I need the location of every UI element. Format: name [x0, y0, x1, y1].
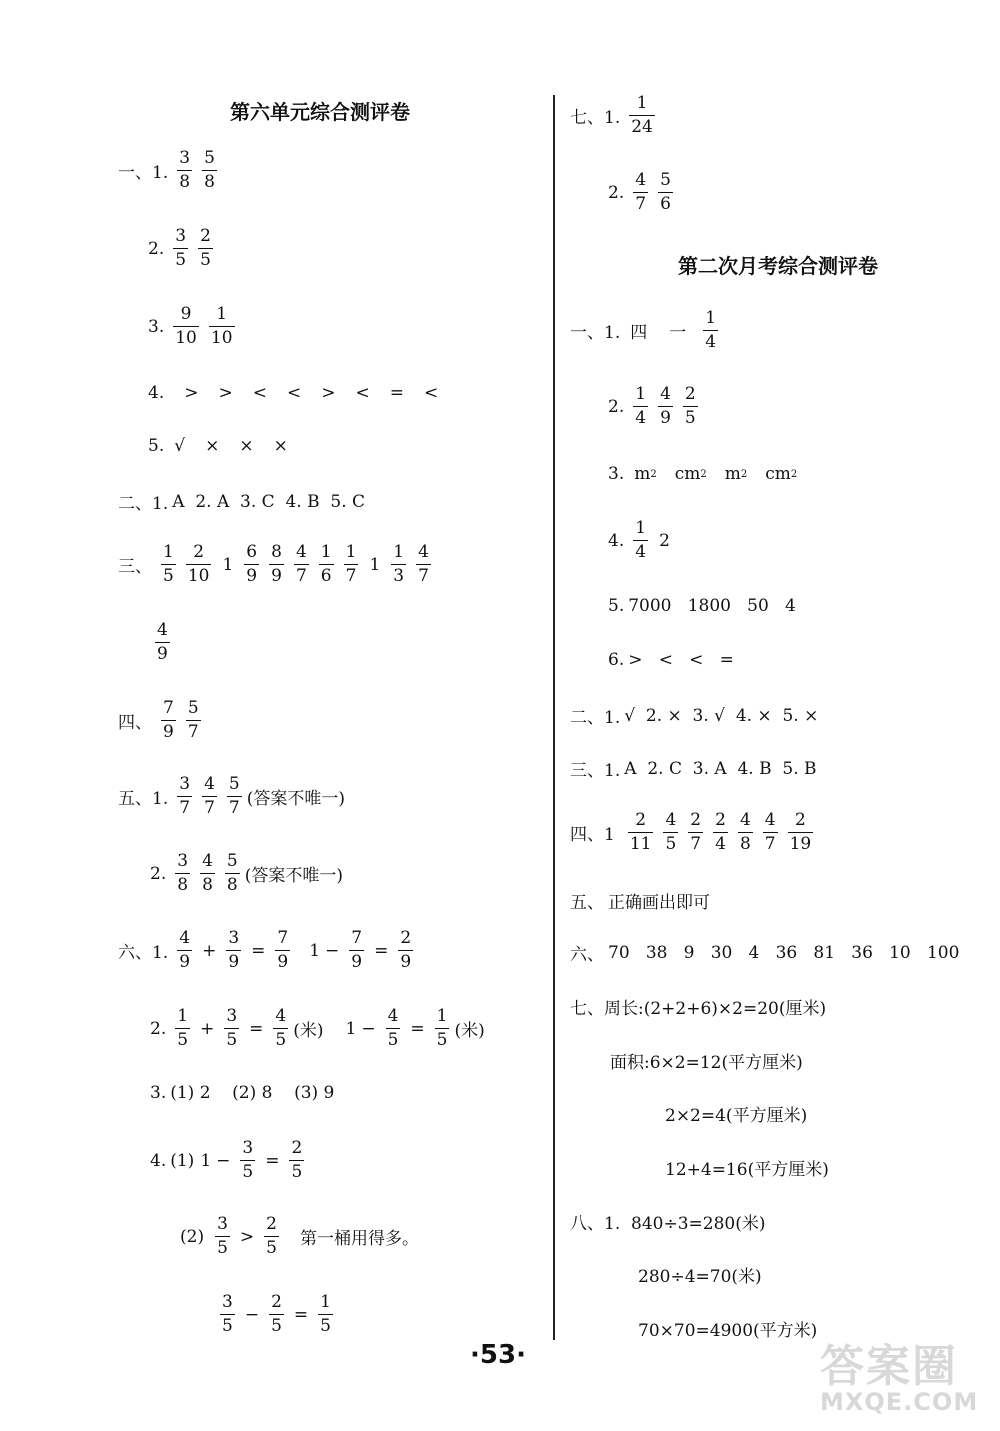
fraction: 3 8	[177, 851, 189, 895]
r-s1-q5: 5. 7000 1800 50 4	[608, 596, 796, 616]
r-s7-line3: 2×2=4(平方厘米)	[665, 1106, 808, 1126]
fraction: 3 8	[179, 148, 191, 192]
column-divider	[553, 95, 555, 1340]
fraction: 4 7	[418, 542, 429, 586]
r-s7a-q1: 七、1. 1 24	[570, 93, 653, 137]
fraction: $\frac{7}{9}$	[277, 928, 289, 972]
r-s2: 二、1. √ 2. × 3. √ 4. × 5. ×	[570, 705, 819, 728]
fraction: $\frac{3}{5}$	[242, 1138, 254, 1182]
fraction: 4 8	[202, 851, 213, 895]
l-s6-q1: 六、1. 4 9 + $\frac{3}{9}$ = $\frac{7}{9}$ 1 − $\frac{7}{9}$ = $\frac{2}{9}$	[118, 928, 412, 972]
fraction: 1 5	[177, 1006, 189, 1050]
fraction: 2 5	[684, 384, 696, 428]
fraction: 8 9	[271, 542, 282, 586]
fraction: 1 24	[631, 93, 653, 137]
l-s4: 四、 7 9 5 7	[118, 698, 199, 742]
r-s1-q2: 2. 1 4 4 9 2 5	[608, 384, 696, 428]
fraction: 1 4	[635, 384, 647, 428]
fraction: 7 9	[163, 698, 174, 742]
l-s6-q4-1: 4. (1) 1 − $\frac{3}{5}$ = $\frac{2}{5}$	[150, 1138, 303, 1182]
fraction: $\frac{3}{9}$	[228, 928, 240, 972]
fraction: 3 5	[175, 226, 187, 270]
l-s1-q2: 2. 3 5 2 5	[148, 226, 211, 270]
r-s1-q6: 6. > < < =	[608, 650, 734, 670]
fraction: 1 5	[163, 542, 174, 586]
r-s7-line4: 12+4=16(平方厘米)	[665, 1160, 829, 1180]
l-s1-q5: 5. √ × × ×	[148, 436, 288, 456]
fraction: 1 3	[393, 542, 405, 586]
l-s6-q2: 2. 1 5 + $\frac{3}{5}$ = $\frac{4}{5}$ (米) 1 − $\frac{4}{5}$ = $\frac{1}{5}$ (米)	[150, 1006, 485, 1050]
fraction: 2 11	[629, 810, 652, 854]
fraction: $\frac{1}{5}$	[436, 1006, 448, 1050]
fraction: 5 8	[226, 851, 238, 895]
r-s7-line1: 七、周长:(2+2+6)×2=20(厘米)	[570, 999, 827, 1019]
fraction: 4 7	[764, 810, 776, 854]
fraction: 4 8	[739, 810, 751, 854]
fraction: $\frac{4}{5}$	[387, 1006, 399, 1050]
fraction: 3 7	[179, 774, 191, 818]
l-s1-q3: 3. 9 10 1 10	[148, 304, 233, 348]
fraction: 4 5	[665, 810, 677, 854]
l-s2: 二、1. A 2. A 3. C 4. B 5. C	[118, 491, 366, 514]
fraction: 1 4	[635, 518, 647, 562]
fraction: 1 4	[705, 308, 717, 352]
fraction: 6 9	[246, 542, 258, 586]
l-s6-q4-2: (2) 3 5 > 2 5 第一桶用得多。	[180, 1214, 419, 1258]
fraction: 4 9	[157, 620, 168, 664]
fraction: 1 7	[345, 542, 357, 586]
fraction: 9 10	[175, 304, 197, 348]
left-section-title: 第六单元综合测评卷	[230, 100, 410, 124]
l-s3-cont	[150, 622, 175, 663]
l-s5-q2: 2. 3 8 4 8 5 8 (答案不唯一)	[150, 851, 343, 895]
fraction: 5 7	[187, 698, 199, 742]
fraction: 2 7	[690, 810, 702, 854]
r-s7a-q2: 2. 4 7 5 6	[608, 170, 671, 214]
l-s6-q3: 3. (1) 2 (2) 8 (3) 9	[150, 1083, 335, 1103]
fraction: 3 5	[222, 1292, 233, 1336]
l-s3: 三、 1 5 2 10 1 6 9 8 9 4 7 1 6 1 7 1 1 3 4 7	[118, 542, 429, 586]
fraction: 4 7	[295, 542, 307, 586]
fraction: 2 5	[200, 226, 211, 270]
fraction: 1 10	[210, 304, 233, 348]
r-s4: 四、1 2 11 4 5 2 7 2 4 4 8 4 7 2 19	[570, 810, 812, 854]
fraction: 5 8	[204, 148, 215, 192]
fraction: $\frac{4}{5}$	[275, 1006, 287, 1050]
fraction: $\frac{1}{5}$	[320, 1292, 331, 1336]
fraction: $\frac{2}{5}$	[271, 1292, 282, 1336]
r-s1-q1: 一、1. 四 一 1 4	[570, 308, 717, 352]
r-s8-line3: 70×70=4900(平方米)	[638, 1321, 818, 1341]
r-s3: 三、1. A 2. C 3. A 4. B 5. B	[570, 758, 817, 781]
l-s1-q4: 4. > > < < > < = <	[148, 383, 439, 403]
fraction: 4 7	[635, 170, 647, 214]
r-s8-line1: 八、1. 840÷3=280(米)	[570, 1214, 766, 1234]
fraction: 3 5	[217, 1214, 228, 1258]
r-s8-line2: 280÷4=70(米)	[638, 1267, 762, 1287]
right-section-title: 第二次月考综合测评卷	[678, 254, 878, 278]
fraction: 2 5	[266, 1214, 277, 1258]
r-s7-line2: 面积:6×2=12(平方厘米)	[610, 1053, 803, 1073]
fraction: 2 4	[715, 810, 726, 854]
l-s1-q1: 一、1. 3 8 5 8	[118, 148, 215, 192]
fraction: 1 6	[320, 542, 332, 586]
fraction: $\frac{7}{9}$	[351, 928, 363, 972]
fraction: 4 9	[179, 928, 191, 972]
fraction: $\frac{2}{9}$	[400, 928, 412, 972]
fraction: $\frac{2}{5}$	[291, 1138, 303, 1182]
fraction: $\frac{3}{5}$	[226, 1006, 238, 1050]
fraction: 5 6	[660, 170, 671, 214]
r-s1-q4: 4. 1 4 2	[608, 518, 670, 562]
r-s5: 五、 正确画出即可	[570, 893, 710, 913]
l-s6-q4-3: 3 5 − $\frac{2}{5}$ = $\frac{1}{5}$	[222, 1292, 331, 1336]
watermark: 答案圈 MXQE.COM	[820, 1341, 979, 1416]
fraction: 2 10	[187, 542, 210, 586]
fraction: 4 7	[204, 774, 215, 818]
page-number: ·53·	[470, 1340, 526, 1370]
l-s5-q1: 五、1. 3 7 4 7 5 7 (答案不唯一)	[118, 774, 345, 818]
fraction: 2 19	[789, 810, 812, 854]
r-s1-q3: 3. m 2 cm 2 m 2 cm 2	[608, 464, 798, 484]
fraction: 4 9	[660, 384, 671, 428]
r-s6: 六、 70 38 9 30 4 36 81 36 10 100	[570, 942, 960, 965]
fraction: 5 7	[228, 774, 240, 818]
